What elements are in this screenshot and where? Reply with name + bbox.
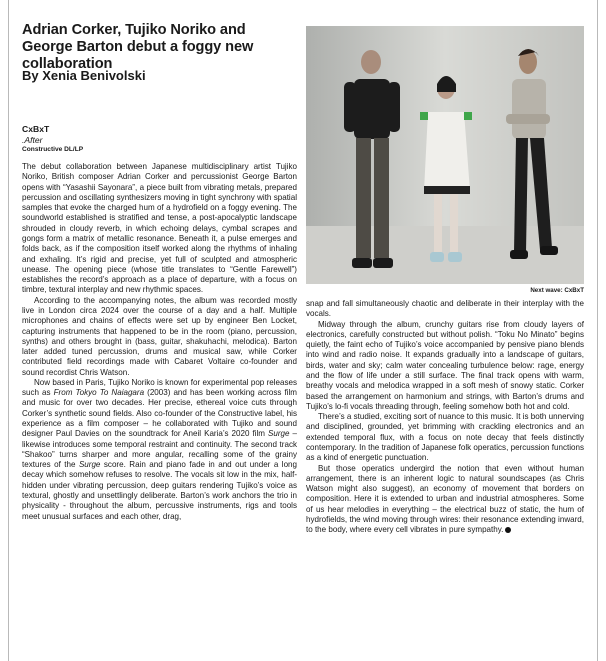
film-title: Surge: [78, 460, 101, 470]
photo-caption: Next wave: CxBxT: [530, 287, 584, 294]
page-rule-right: [597, 0, 598, 661]
end-of-article-mark: [505, 527, 511, 533]
body-column-1: [22, 162, 297, 522]
release-artist: CxBxT: [22, 124, 50, 134]
article-byline: By Xenia Benivolski: [22, 68, 146, 83]
body-paragraph: snap and fall simultaneously chaotic and deliberate in their interplay with the vocals.: [306, 299, 584, 319]
body-column-2: [306, 299, 584, 535]
film-title: Surge: [268, 429, 290, 439]
body-paragraph: According to the accompanying notes, the album was recorded mostly live in London circa 2024 over the course of a day and a half. Multiple microphones and chains of effects were set up by engineer Ben Locket, capturing instruments that happened to be in the room (piano, percussion, synths) and others brought in (bass, guitar, shakuhachi, melodica). Barton later added tuned percussion, drums and musical saw, while Corker contributed field recordings made with Cabaret Voltaire co-founder and sound recordist Chris Watson.: [22, 295, 297, 377]
body-paragraph: Midway through the album, crunchy guitars rise from cloudy layers of electronics, carefully constructed but without polish. “Toku No Minato” begins quietly, the faint echo of Tujiko’s voice accompanied by pensive piano blends into wind and radio noise. It expands gradually into a landscape of guitars, birds, water and sky; calm water concealing turbulence below: rage, energy and the flow of life under a still surface. The final track opens with warm, breathy vocals and melodica wrapped in a soft mesh of snowy static. Corker based the arrangement on harmonium and strings, with Barton’s drums and Tujiko’s lo-fi vocals threading through, feeling somehow both hot and cold.: [306, 319, 584, 411]
article-headline: Adrian Corker, Tujiko Noriko and George Barton debut a foggy new collaboration: [22, 22, 254, 72]
band-photo: [306, 26, 584, 284]
body-paragraph: There’s a studied, exciting sort of nuance to this music. It is both unnerving and disciplined, grounded, yet brimming with crackling electronics and an extended temporal flux, with a focus on note decay that feels distinctly contemporary. In the tradition of Japanese folk operatics, percussion functions as a kind of energetic punctuation.: [306, 412, 584, 463]
release-info: [22, 124, 297, 154]
release-label: Constructive DL/LP: [22, 146, 84, 153]
body-paragraph: The debut collaboration between Japanese multidisciplinary artist Tujiko Noriko, British composer Adrian Corker and percussionist George Barton opens with “Yasashii Sayonara”, a piece built from vibrating metals, prepared percussion and oscillating synthesizers moving in tight synchrony with spatial samples that evoke the charged hum of a hydrofield on a foggy evening. The soundworld established is stratified and tense, a post-apocalyptic landscape shrouded in cloudy reverb, in which echoing delays, cymbal scrapes and gongs form a matrix of metallic resonance. Beneath it, a pulse emerges and folds back, as if the composition itself worked along the rhythms of inhaling and exhaling. It’s rigid and precise, yet full of sculpted and atmospheric unease. The opening piece (whose title translates to “Gentle Farewell”) establishes the record’s approach as a place of departure, with a focus on timbre, textural interplay and new rhythmic spaces.: [22, 162, 297, 295]
album-title: From Tokyo To Naiagara: [53, 388, 145, 398]
body-paragraph: But those operatics undergird the notion that even without human arrangement, there is an inherent logic to natural soundscapes (as Chris Watson might also suggest), an economy of movement that borders on composition. Here it is extended to urban and industrial atmospheres. Some of us hear melodies in everything – the electrical buzz of static, the hum of hydrofields, the wind moving through wires: their resonance extending inward, to the body, where every cell vibrates in pure sympathy.: [306, 463, 584, 535]
release-album: .After: [22, 134, 43, 145]
body-paragraph: Now based in Paris, Tujiko Noriko is known for experimental pop releases such as From Tokyo To Naiagara (2003) and has been working across film and music for over two decades. Her precise, ethereal voice cuts through Corker’s synthetic sound fields. Also co-founder of the Constructive label, his experience as a film composer – he collaborated with Tujiko and sound designer Paul Davies on the soundtrack for Aneil Karia’s 2020 film Surge – likewise introduces some temporal restraint and continuity. The second track “Shakoo” turns sharper and more angular, recalling some of the grainy textures of the Surge score. Rain and piano fade in and out under a long decay which somehow refuses to resolve. The vocals sit low in the mix, half-hidden under vibrating percussion, deep guitars rendering Tujiko’s voice as textural, ghostly and unsettlingly deliberate. Barton’s work anchors the trio in physicality - throughout the album, percussive instruments, rigs and tools meet unusual surfaces and each other, drag,: [22, 377, 298, 521]
page-rule-left: [8, 0, 9, 661]
